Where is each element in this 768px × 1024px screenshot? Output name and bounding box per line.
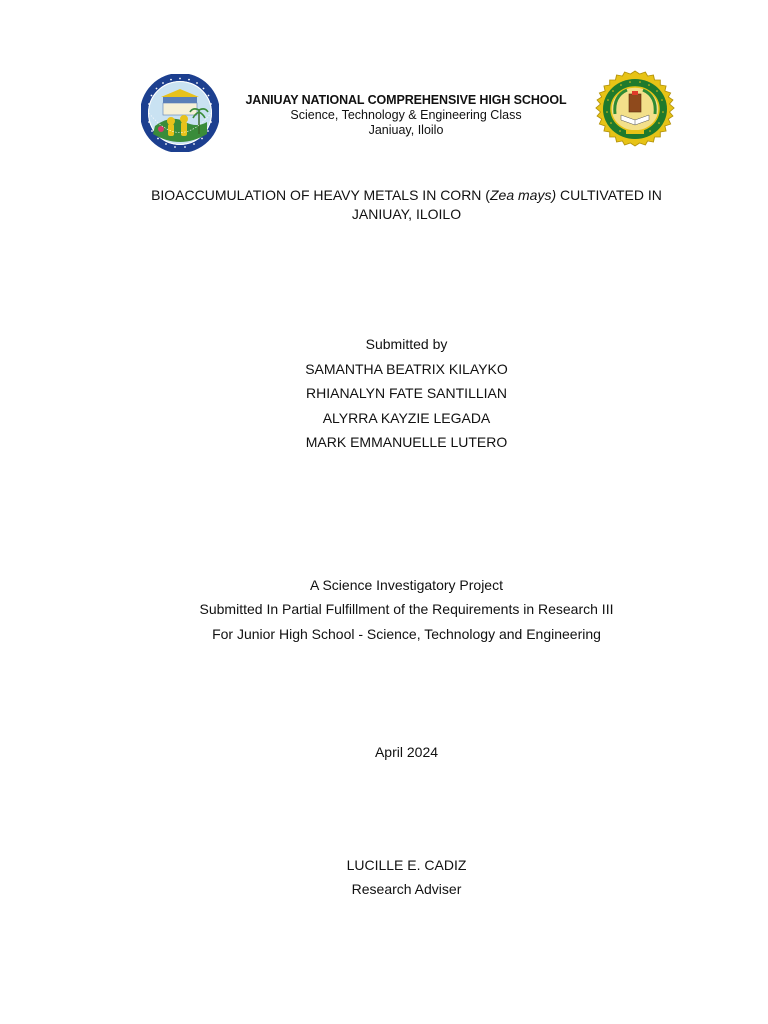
project-purpose: Submitted In Partial Fulfillment of the Requirements in Research III	[199, 601, 614, 617]
author-name: SAMANTHA BEATRIX KILAYKO	[305, 361, 508, 377]
school-location: Janiuay, Iloilo	[368, 123, 444, 137]
author-name: MARK EMMANUELLE LUTERO	[305, 434, 508, 450]
adviser-role: Research Adviser	[351, 881, 462, 897]
document-title	[120, 186, 693, 224]
adviser-name: LUCILLE E. CADIZ	[346, 857, 467, 873]
title-text-end: CULTIVATED IN JANIUAY, ILOILO	[351, 187, 662, 222]
title-text: BIOACCUMULATION OF HEAVY METALS IN CORN (	[151, 187, 490, 203]
school-seal-icon	[592, 70, 678, 150]
title-species: Zea mays)	[489, 187, 557, 203]
project-type: A Science Investigatory Project	[310, 577, 503, 593]
school-name: JANIUAY NATIONAL COMPREHENSIVE HIGH SCHOOL	[245, 93, 567, 107]
project-program: For Junior High School - Science, Technology and Engineering	[212, 626, 601, 642]
author-name: ALYRRA KAYZIE LEGADA	[322, 410, 491, 426]
deped-seal-icon	[141, 74, 219, 152]
school-class: Science, Technology & Engineering Class	[290, 108, 522, 122]
submission-date: April 2024	[374, 744, 439, 760]
author-name: RHIANALYN FATE SANTILLIAN	[306, 385, 507, 401]
submitted-by-label: Submitted by	[365, 336, 448, 352]
